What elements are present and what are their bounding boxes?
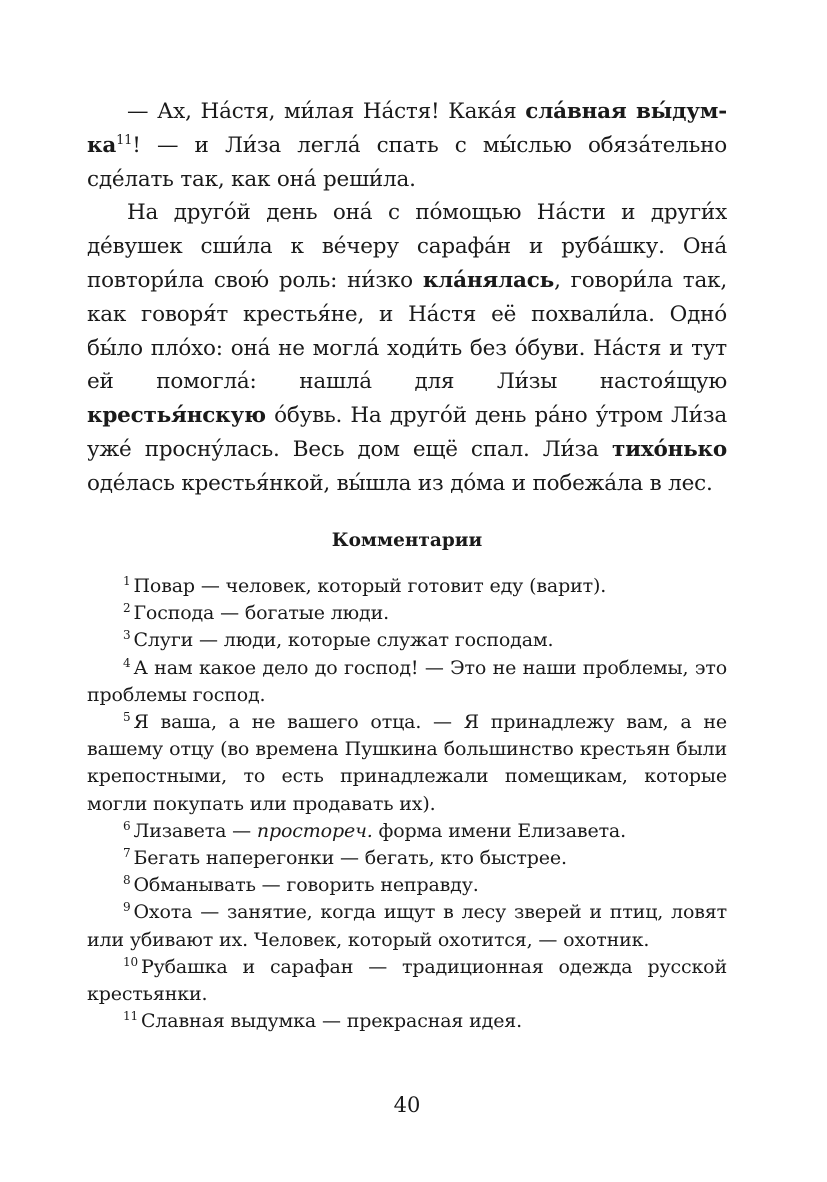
- page-number: 40: [393, 1093, 421, 1117]
- footnote-text: Я ваша, а не вашего отца. — Я принадлежу вам, а не вашему отцу (во времена Пушкина большинство крестьян были крепостными, то есть принадлежали помещикам, которые могли покупать или продавать их).: [87, 711, 727, 815]
- footnote-ref: 11: [116, 132, 133, 148]
- comments-heading: Комментарии: [331, 530, 483, 551]
- text-run: ! — и Ли́за легла́ спать с мы́слью обяза́тельно сде́лать так, как она́ реши́ла.: [87, 132, 727, 192]
- footnote-text: А нам какое дело до господ! — Это не наши проблемы, это проблемы господ.: [87, 656, 727, 706]
- footnote-text: Господа — богатые люди.: [133, 602, 390, 625]
- footnote: [87, 709, 727, 818]
- footnote-number: 7: [123, 846, 131, 861]
- bold-word: тихо́нько: [611, 436, 727, 462]
- footnote-italic: простореч.: [256, 819, 373, 842]
- footnote: [87, 1008, 727, 1035]
- footnote-number: 5: [123, 710, 131, 725]
- footnote-number: 1: [123, 574, 131, 588]
- bold-word: кла́нялась: [422, 267, 555, 293]
- footnote-number: 3: [123, 628, 131, 643]
- main-text: [87, 95, 727, 501]
- footnote: [87, 872, 727, 899]
- text-run: — Ах, На́стя, ми́лая На́стя! Кака́я: [127, 99, 526, 124]
- bold-word: сла́вная вы́дум-ка: [87, 99, 727, 158]
- footnote: [87, 954, 727, 1008]
- footnote: [87, 899, 727, 953]
- text-run: оде́лась крестья́нкой, вы́шла из до́ма и побежа́ла в лес.: [87, 470, 713, 496]
- footnote-number: 2: [123, 601, 131, 616]
- footnote-number: 11: [123, 1009, 138, 1024]
- footnote-number: 10: [123, 954, 138, 969]
- comments-list: [87, 573, 727, 1035]
- footnote-text: Охота — занятие, когда ищут в лесу зверей и птиц, ловят или убивают их. Человек, который охотится, — охотник.: [87, 901, 727, 951]
- footnote-number: 8: [123, 873, 131, 888]
- footnote-number: 9: [123, 900, 131, 915]
- footnote-text: форма имени Елизавета.: [372, 819, 626, 842]
- text-run: На друго́й день она́ с по́мощью На́сти и други́х де́вушек сши́ла к ве́черу сарафа́н и руба́шку. Она́ повтори́ла свою́ роль: ни́зко: [87, 200, 727, 293]
- footnote-text: Повар — человек, который готовит еду (варит).: [133, 575, 607, 597]
- text-run: о́бувь. На друго́й день ра́но у́тром Ли́за уже́ просну́лась. Весь дом ещё спал. Ли́за: [87, 403, 727, 462]
- paragraph-1: [87, 95, 727, 196]
- footnote: [87, 845, 727, 872]
- bold-word: крестья́нскую: [87, 403, 266, 429]
- text-run: , говори́ла так, как говоря́т крестья́не, и На́стя её похвали́ла. Одно́ бы́ло пло́хо: она́ не могла́ ходи́ть без о́буви. На́стя и тут ей помогла́: нашла́ для Ли́зы настоя́щую: [87, 267, 727, 395]
- footnote-text: Лизавета —: [133, 819, 257, 842]
- footnote: [87, 600, 727, 627]
- footnote-text: Обманывать — говорить неправду.: [133, 874, 479, 897]
- footnote-text: Бегать наперегонки — бегать, кто быстрее.: [133, 847, 567, 870]
- footnote-text: Рубашка и сарафан — традиционная одежда русской крестьянки.: [87, 955, 727, 1006]
- paragraph-2: [87, 196, 727, 500]
- footnote-number: 4: [123, 655, 131, 670]
- footnote-text: Слуги — люди, которые служат господам.: [133, 629, 554, 652]
- footnote-text: Славная выдумка — прекрасная идея.: [140, 1010, 523, 1033]
- footnote: [87, 627, 727, 654]
- footnote: [87, 573, 727, 600]
- footnote: [87, 818, 727, 845]
- footnote: [87, 655, 727, 709]
- footnote-number: 6: [123, 818, 131, 833]
